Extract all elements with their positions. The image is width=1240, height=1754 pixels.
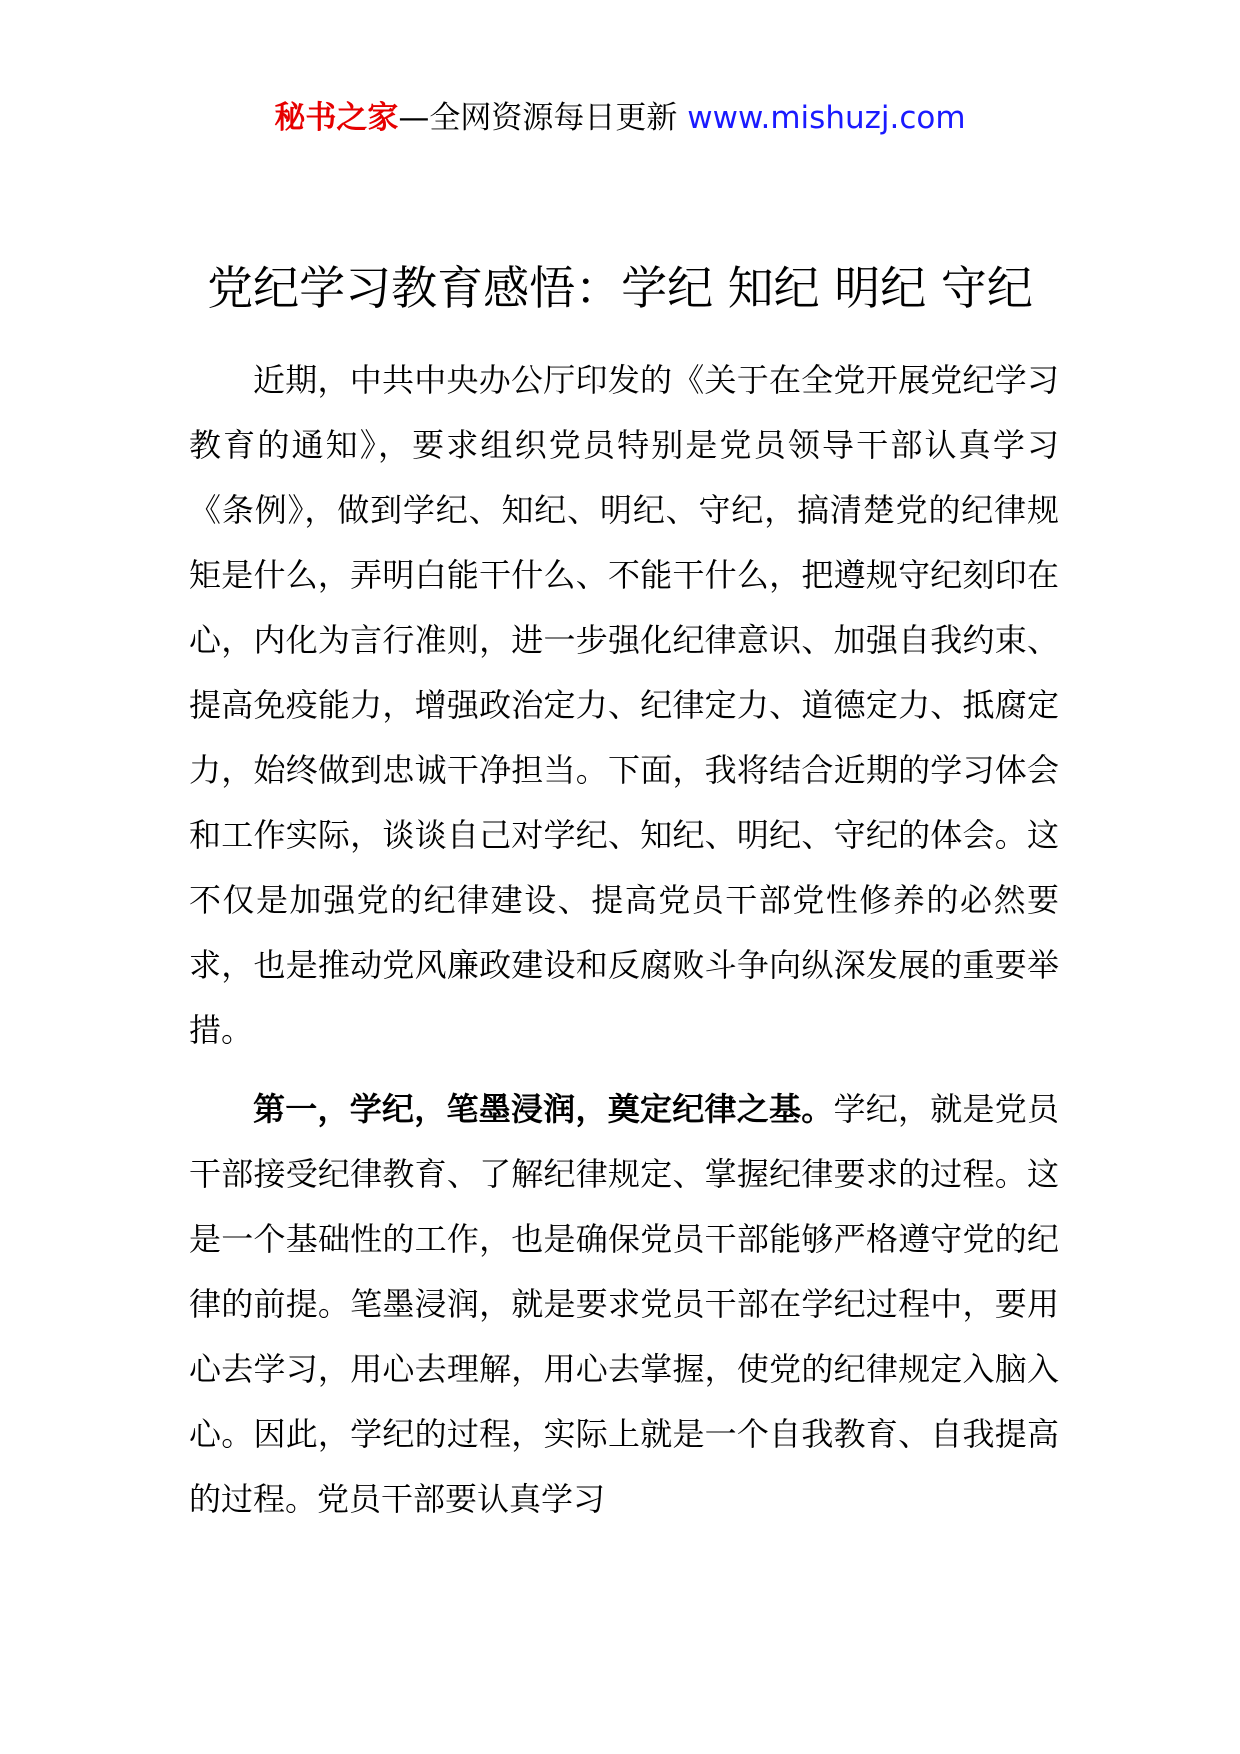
- site-brand: 秘书之家: [274, 100, 399, 136]
- document-title: 党纪学习教育感悟：学纪 知纪 明纪 守纪: [207, 261, 1033, 315]
- site-tagline: —全网资源每日更新: [398, 100, 688, 136]
- paragraph-section-one: [189, 1077, 1059, 1532]
- section-one-heading: 第一，学纪，笔墨浸润，奠定纪律之基。: [253, 1090, 834, 1128]
- section-one-text: 学纪，就是党员干部接受纪律教育、了解纪律规定、掌握纪律要求的过程。这是一个基础性的工作，也是确保党员干部能够严格遵守党的纪律的前提。笔墨浸润，就是要求党员干部在学纪过程中，要用心去学习，用心去理解，用心去掌握，使党的纪律规定入脑入心。因此，学纪的过程，实际上就是一个自我教育、自我提高的过程。党员干部要认真学习: [189, 1090, 1059, 1518]
- site-header: [0, 98, 1240, 138]
- site-url-link[interactable]: www.mishuzj.com: [687, 100, 966, 136]
- paragraph-intro: 近期，中共中央办公厅印发的《关于在全党开展党纪学习教育的通知》，要求组织党员特别是党员领导干部认真学习《条例》，做到学纪、知纪、明纪、守纪，搞清楚党的纪律规矩是什么，弄明白能干什么、不能干什么，把遵规守纪刻印在心，内化为言行准则，进一步强化纪律意识、加强自我约束、提高免疫能力，增强政治定力、纪律定力、道德定力、抵腐定力，始终做到忠诚干净担当。下面，我将结合近期的学习体会和工作实际，谈谈自己对学纪、知纪、明纪、守纪的体会。这不仅是加强党的纪律建设、提高党员干部党性修养的必然要求，也是推动党风廉政建设和反腐败斗争向纵深发展的重要举措。: [189, 361, 1059, 1049]
- document-body: [189, 348, 1059, 1532]
